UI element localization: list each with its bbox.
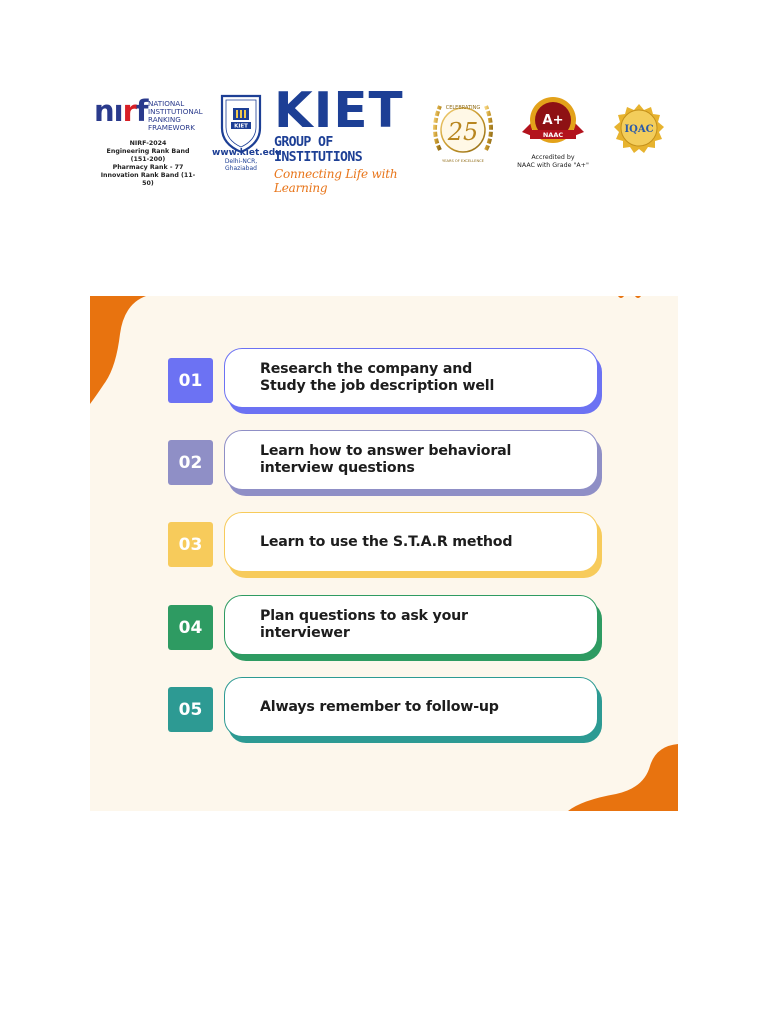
step-text: Learn to use the S.T.A.R method <box>260 533 513 550</box>
naac-caption: Accredited by NAAC with Grade "A+" <box>517 154 589 169</box>
nirf-mark: nırf <box>94 94 148 128</box>
step-text: Plan questions to ask your interviewer <box>260 608 468 641</box>
svg-text:A+: A+ <box>542 113 564 128</box>
nirf-rankings <box>98 140 198 188</box>
step-04 <box>168 595 600 661</box>
kiet-location: Delhi-NCR, Ghaziabad <box>224 158 258 172</box>
step-number-badge: 03 <box>168 522 213 567</box>
nirf-full-name: NATIONAL INSTITUTIONAL RANKING FRAMEWORK <box>148 99 203 132</box>
nirf-line: NIRF-2024 <box>129 140 167 147</box>
logo-banner <box>88 82 680 195</box>
nirf-logo <box>92 92 203 187</box>
kiet-name: KIET <box>274 82 404 139</box>
kiet-wordmark <box>274 82 424 195</box>
kiet-tagline: Connecting Life with Learning <box>274 167 398 195</box>
step-03 <box>168 512 600 578</box>
svg-text:KIET: KIET <box>234 123 248 130</box>
celebration-25-badge-icon <box>430 92 496 170</box>
nirf-line: Innovation Rank Band (11-50) <box>100 172 196 187</box>
top-right-orange-dots <box>615 296 645 302</box>
bottom-right-orange-shape <box>568 744 678 811</box>
iqac-seal-icon <box>610 92 668 170</box>
step-05 <box>168 677 600 743</box>
step-01 <box>168 348 600 414</box>
svg-text:NAAC: NAAC <box>542 131 564 139</box>
kiet-site-info <box>212 148 282 172</box>
kiet-website: www.kiet.edu <box>212 148 282 158</box>
kiet-group: GROUP OF INSTITUTIONS <box>274 135 363 165</box>
svg-text:CELEBRATING: CELEBRATING <box>445 105 481 111</box>
svg-text:YEARS OF EXCELLENCE: YEARS OF EXCELLENCE <box>442 159 484 163</box>
step-number-badge: 04 <box>168 605 213 650</box>
interview-tips-card <box>90 296 678 811</box>
step-text: Always remember to follow-up <box>260 698 499 715</box>
svg-text:IQAC: IQAC <box>624 124 654 135</box>
top-left-orange-shape <box>90 296 160 406</box>
step-text: Learn how to answer behavioral interview questions <box>260 443 512 476</box>
nirf-line: Pharmacy Rank - 77 <box>112 164 184 171</box>
step-02 <box>168 430 600 496</box>
nirf-line: Engineering Rank Band (151-200) <box>106 148 190 163</box>
step-text: Research the company and Study the job description well <box>260 361 495 394</box>
step-number-badge: 02 <box>168 440 213 485</box>
svg-text:25: 25 <box>447 118 479 146</box>
step-number-badge: 05 <box>168 687 213 732</box>
step-number-badge: 01 <box>168 358 213 403</box>
